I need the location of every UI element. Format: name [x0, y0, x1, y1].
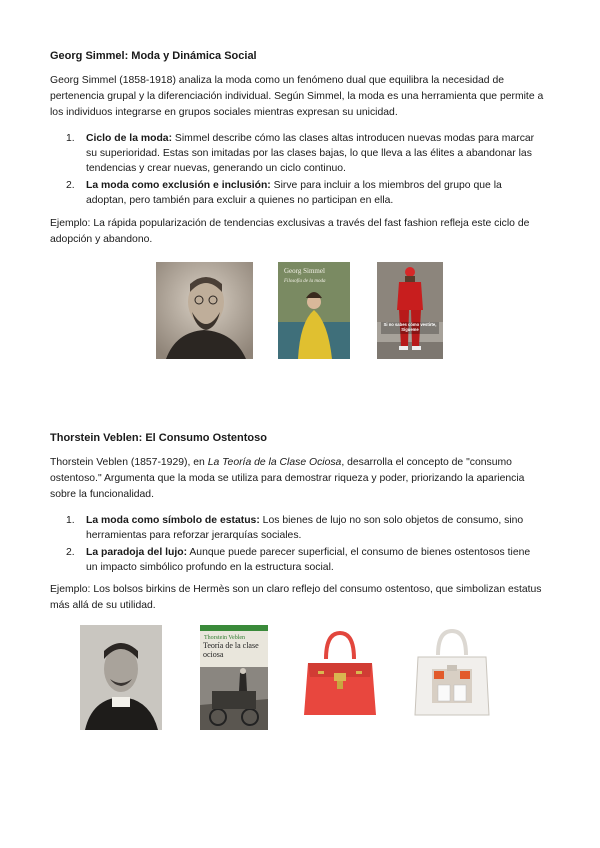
intro-paragraph-simmel: Georg Simmel (1858-1918) analiza la moda como un fenómeno dual que equilibra la necesidad de pertenencia grupal y la diferenciación individual. Según Simmel, la moda es una herramienta que permite a los individuos integrarse en grupos sociales mientras expresan su unicidad.: [50, 75, 544, 118]
list-item-text: Los bienes de lujo no son solo objetos de consumo, sino herramientas para reforzar jerarquías sociales.: [86, 515, 524, 541]
list-item-heading: La paradoja del lujo:: [86, 547, 188, 558]
example-paragraph-simmel: Ejemplo: La rápida popularización de tendencias exclusivas a través del fast fashion refleja este ciclo de adopción y abandono.: [50, 218, 530, 245]
birkin-white-bag-photo: [412, 625, 492, 720]
list-item-heading: La moda como símbolo de estatus:: [86, 515, 260, 526]
list-item-text: Aunque puede parecer superficial, el consumo de bienes ostentosos tiene un impacto simbólico profundo en la estructura social.: [86, 547, 531, 573]
veblen-list: [50, 513, 540, 577]
simmel-list: [50, 131, 540, 210]
svg-text:Georg Simmel: Georg Simmel: [284, 267, 325, 275]
list-item: 2. La moda como exclusión e inclusión: Sirve para incluir a los miembros del grupo que la adoptan, pero también para excluir a quienes no participan en ella.: [66, 180, 502, 206]
simmel-book-cover: [278, 262, 350, 359]
svg-text:Thorstein Veblen: Thorstein Veblen: [204, 635, 246, 641]
fashion-red-outfit-photo: Si no sabes cómo vestirte, Sígueme: [377, 262, 443, 359]
intro-paragraph-veblen: Thorstein Veblen (1857-1929), en La Teoría de la Clase Ociosa, desarrolla el concepto de "consumo ostentoso." Argumenta que la moda se utiliza para demostrar riqueza y poder, priorizando la apariencia sobre la funcionalidad.: [50, 457, 525, 500]
list-item: 2. La paradoja del lujo: Aunque puede parecer superficial, el consumo de bienes ostentosos tiene un impacto simbólico profundo en la estructura social.: [66, 547, 531, 573]
book-title-italic: La Teoría de la Clase Ociosa: [207, 457, 342, 468]
example-paragraph-veblen: Ejemplo: Los bolsos birkins de Hermès son un claro reflejo del consumo ostentoso, que simbolizan estatus más allá de su utilidad.: [50, 584, 542, 611]
simmel-portrait-photo: [156, 262, 253, 359]
veblen-book-cover: Thorstein Veblen Teoría de la clase ociosa: [200, 625, 268, 730]
veblen-portrait-photo: [80, 625, 162, 730]
list-item-heading: Ciclo de la moda:: [86, 133, 173, 144]
list-item: 1. La moda como símbolo de estatus: Los bienes de lujo no son solo objetos de consumo, sino herramientas para reforzar jerarquías sociales.: [66, 515, 524, 541]
list-item-text: Sirve para incluir a los miembros del grupo que la adoptan, pero también para excluir a quienes no participan en ella.: [86, 180, 502, 206]
list-item-text: Simmel describe cómo las clases altas introducen nuevas modas para marcar su superioridad. Estas son imitadas por las clases bajas, lo que lleva a las élites a abandonar las tendencias y crear nuevas, generando un ciclo continuo.: [86, 133, 535, 174]
section-title-veblen: Thorstein Veblen: El Consumo Ostentoso: [50, 432, 267, 444]
list-item: 1. Ciclo de la moda: Simmel describe cómo las clases altas introducen nuevas modas para marcar su superioridad. Estas son imitadas por las clases bajas, lo que lleva a las élites a abandonar las tendencias y crear nuevas, generando un ciclo continuo.: [66, 133, 535, 174]
birkin-orange-bag-photo: [300, 625, 380, 725]
section-title-simmel: Georg Simmel: Moda y Dinámica Social: [50, 50, 257, 62]
svg-text:Filosofía de la moda: Filosofía de la moda: [284, 279, 326, 284]
list-item-heading: La moda como exclusión e inclusión:: [86, 180, 271, 191]
